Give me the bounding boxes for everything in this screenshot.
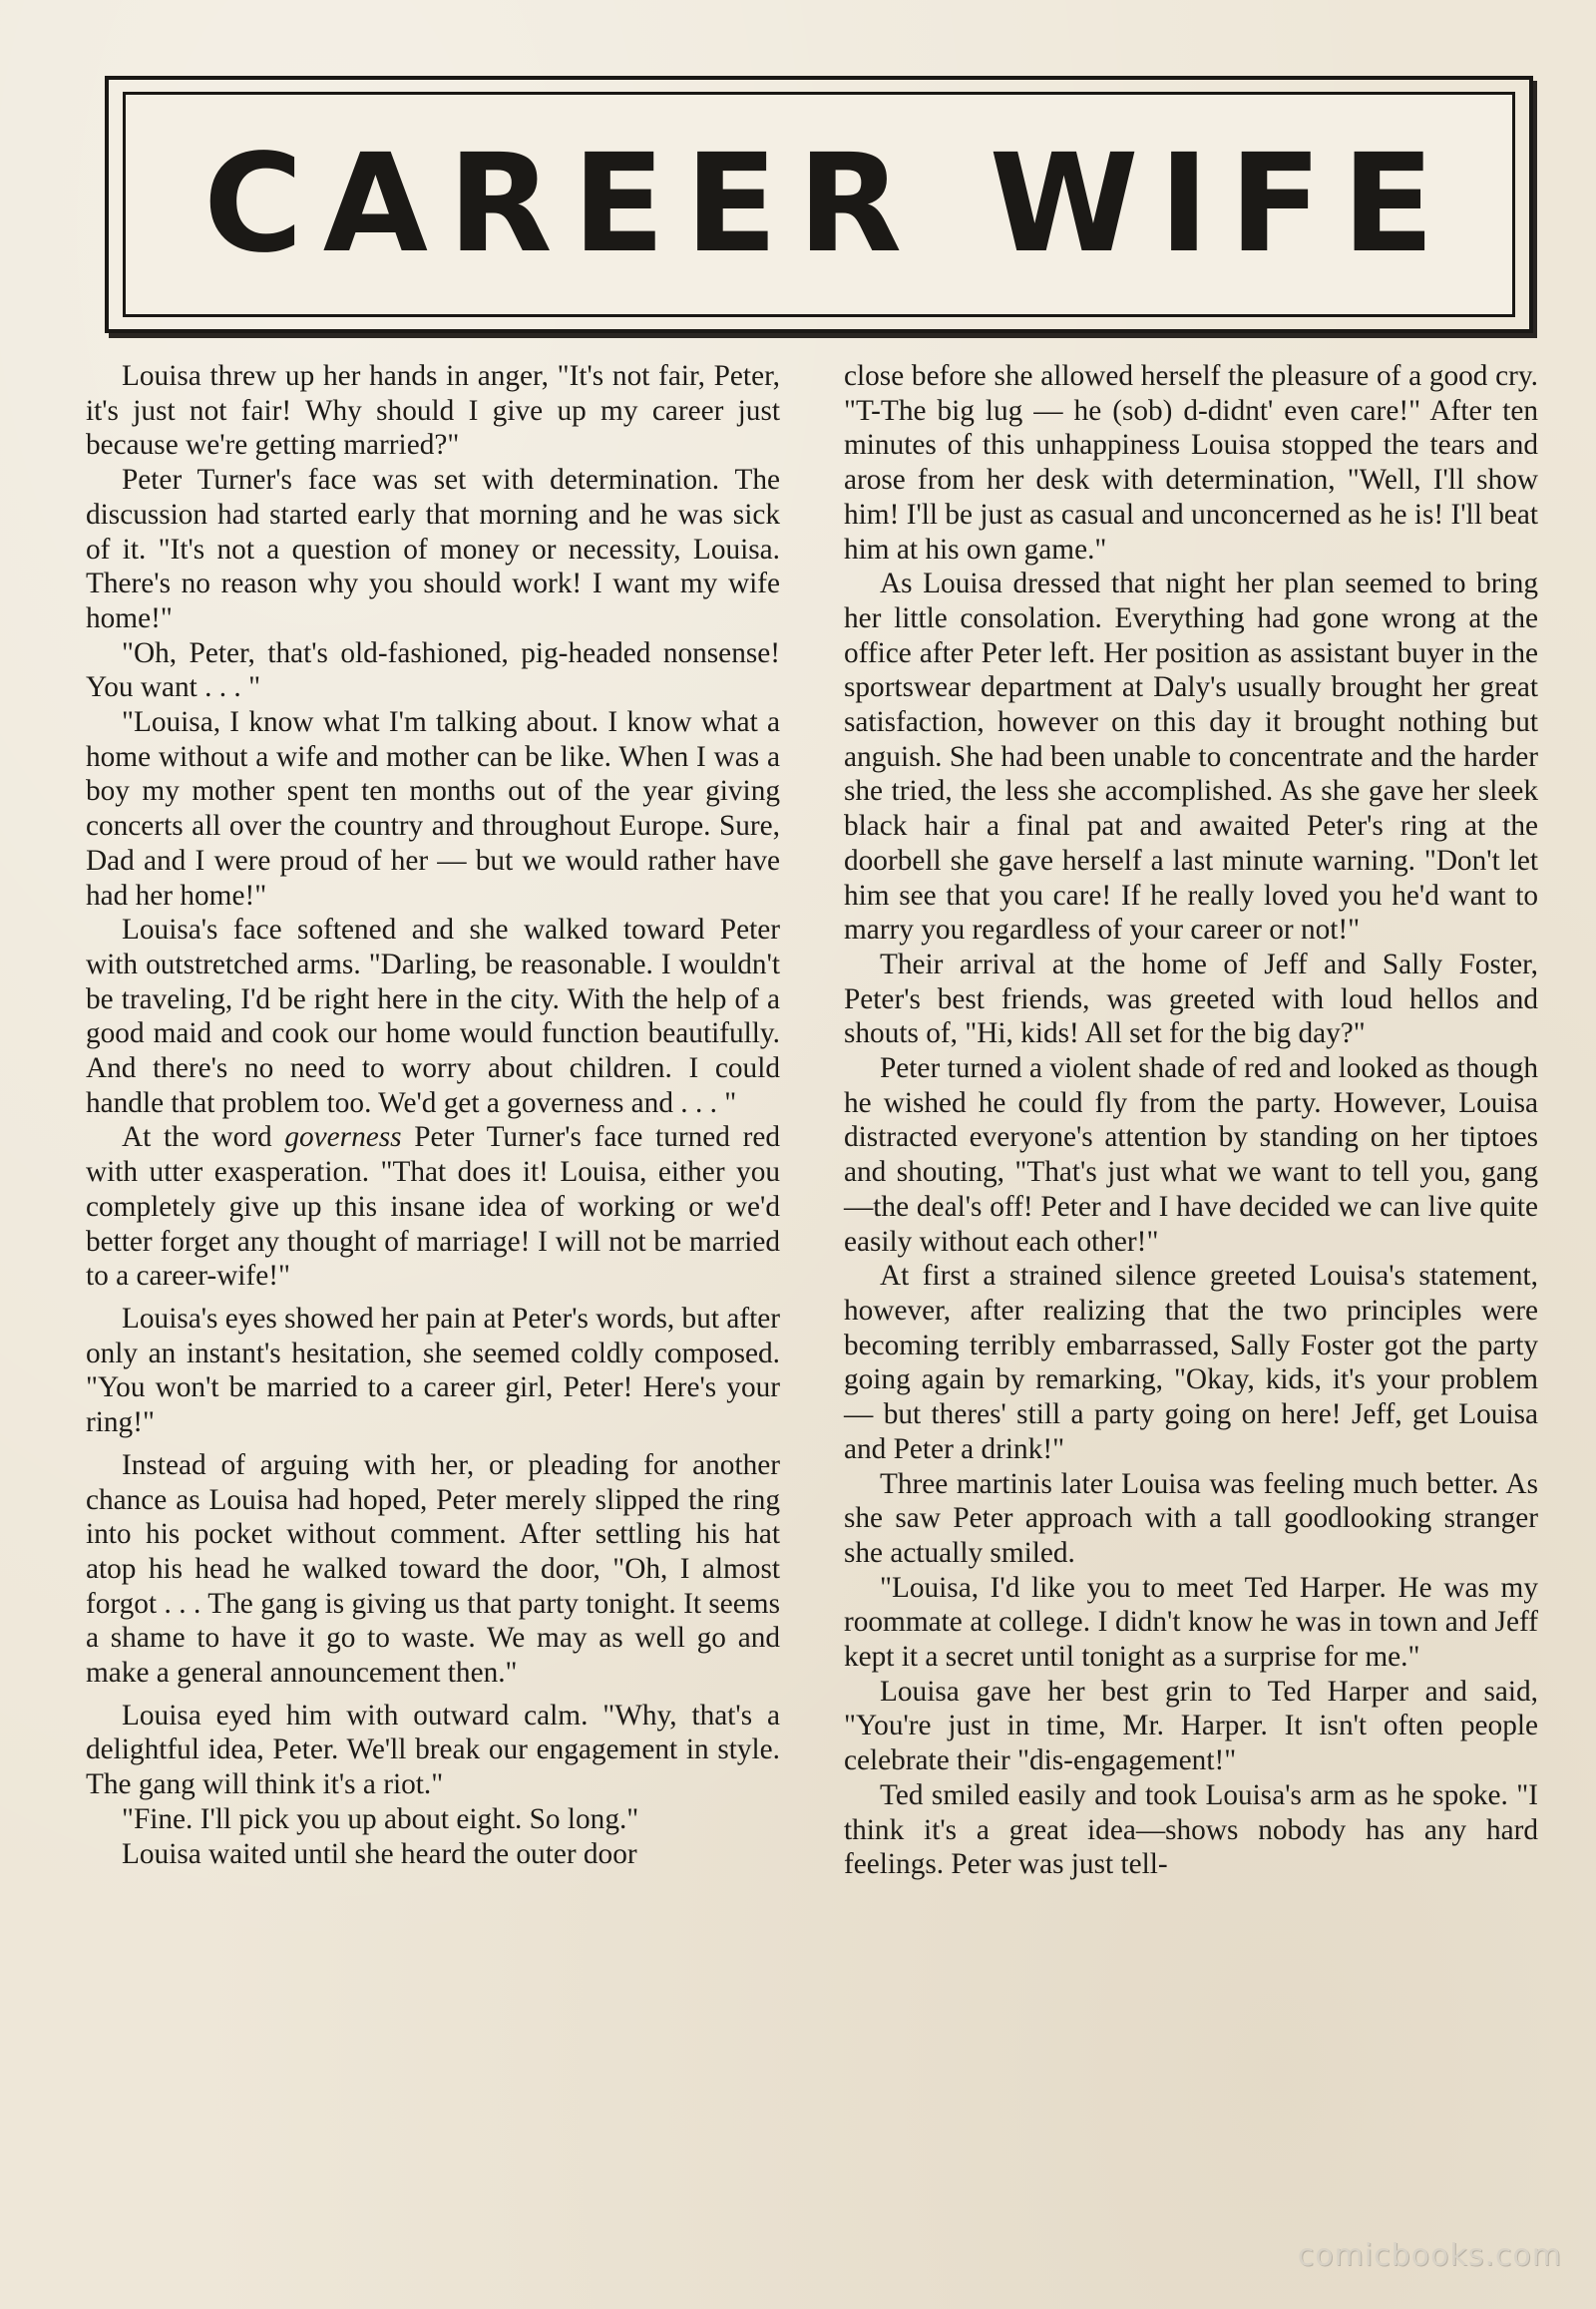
paragraph-lead: At the word (122, 1121, 272, 1154)
left-column (86, 359, 780, 1871)
paragraph: Three martinis later Louisa was feeling much better. As she saw Peter approach with a tall goodlooking stranger she actually smiled. (844, 1467, 1538, 1569)
paragraph: close before she allowed herself the pleasure of a good cry. "T-The big lug — he (sob) d-didnt' even care!" After ten minutes of this unhappiness Louisa stopped the tears and arose from her desk with determination, "Well, I'll show him! I'll be just as casual and unconcerned as he is! I'll beat him at his own game." (844, 360, 1538, 566)
paragraph: Louisa threw up her hands in anger, "It's not fair, Peter, it's just not fair! Why should I give up my career just because we're getting married?" (86, 360, 780, 462)
paragraph: Louisa's face softened and she walked toward Peter with outstretched arms. "Darling, be reasonable. I wouldn't be traveling, I'd be right here in the city. With the help of a good maid and cook our home would function beautifully. And there's no need to worry about children. I could handle that problem too. We'd get a governess and . . . " (86, 914, 780, 1119)
paragraph-rest: Peter Turner's face turned red with utter exasperation. "That does it! Louisa, either you completely give up this insane idea of working or we'd better forget any thought of marriage! I will not be married to a career-wife!" (86, 1121, 780, 1293)
paragraph: "Fine. I'll pick you up about eight. So long." (122, 1802, 639, 1835)
paragraph: Peter Turner's face was set with determination. The discussion had started early that morning and he was sick of it. "It's not a question of money or necessity, Louisa. There's no reason why you should work! I want my wife home!" (86, 464, 780, 634)
title-box (123, 92, 1515, 317)
paragraph: Instead of arguing with her, or pleading for another chance as Louisa had hoped, Peter merely slipped the ring into his pocket without comment. After settling his hat atop his head he walked toward the door, "Oh, I almost forgot . . . The gang is giving us that party tonight. It seems a shame to have it go to waste. We may as well go and make a general announcement then." (86, 1448, 780, 1690)
paragraph: Louisa eyed him with outward calm. "Why, that's a delightful idea, Peter. We'll break our engagement in style. The gang will think it's a riot." (86, 1699, 780, 1801)
paragraph: "Louisa, I'd like you to meet Ted Harper. He was my roommate at college. I didn't know he was in town and Jeff kept it a secret until tonight as a surprise for me." (844, 1571, 1538, 1674)
paragraph: Peter turned a violent shade of red and looked as though he wished he could fly from the party. However, Louisa distracted everyone's attention by standing on her tiptoes and shouting, "That's just what we want to tell you, gang —the deal's off! Peter and I have decided we can live quite easily without each other!" (844, 1052, 1538, 1258)
story-title: CAREER WIFE (202, 126, 1455, 283)
paragraph: At first a strained silence greeted Louisa's statement, however, after realizing that the two principles were becoming terribly embarrassed, Sally Foster got the party going again by remarking, "Okay, kids, it's your problem — but theres' still a party going on here! Jeff, get Louisa and Peter a drink!" (844, 1260, 1538, 1465)
title-frame (105, 76, 1533, 333)
paragraph: "Oh, Peter, that's old-fashioned, pig-headed nonsense! You want . . . " (86, 636, 780, 704)
paragraph: "Louisa, I know what I'm talking about. I know what a home without a wife and mother can be like. When I was a boy my mother spent ten months out of the year giving concerts all over the country and throughout Europe. Sure, Dad and I were proud of her — but we would rather have had her home!" (86, 706, 780, 912)
paragraph: As Louisa dressed that night her plan seemed to bring her little consolation. Everything had gone wrong at the office after Peter left. Her position as assistant buyer in the sportswear department at Daly's usually brought her great satisfaction, however on this day it brought nothing but anguish. She had been unable to concentrate and the harder she tried, the less she accomplished. As she gave her sleek black hair a final pat and awaited Peter's ring at the doorbell she gave herself a last minute warning. "Don't let him see that you care! If he really loved you he'd want to marry you regardless of your career or not!" (844, 568, 1538, 947)
watermark: comicbooks.com (1297, 2238, 1562, 2273)
italic-word: governess (284, 1121, 402, 1154)
paragraph: Louisa's eyes showed her pain at Peter's words, but after only an instant's hesitation, she seemed coldly composed. "You won't be married to a career girl, Peter! Here's your ring!" (86, 1302, 780, 1439)
paragraph: Ted smiled easily and took Louisa's arm as he spoke. "I think it's a great idea—shows nobody has any hard feelings. Peter was just tell- (844, 1778, 1538, 1881)
paragraph (86, 1120, 780, 1294)
paragraph: Their arrival at the home of Jeff and Sally Foster, Peter's best friends, was greeted with loud hellos and shouts of, "Hi, kids! All set for the big day?" (844, 948, 1538, 1050)
right-column (844, 359, 1538, 1882)
paragraph: Louisa gave her best grin to Ted Harper and said, "You're just in time, Mr. Harper. It isn't often people celebrate their "dis-engagement!" (844, 1675, 1538, 1777)
paragraph: Louisa waited until she heard the outer door (122, 1837, 637, 1870)
